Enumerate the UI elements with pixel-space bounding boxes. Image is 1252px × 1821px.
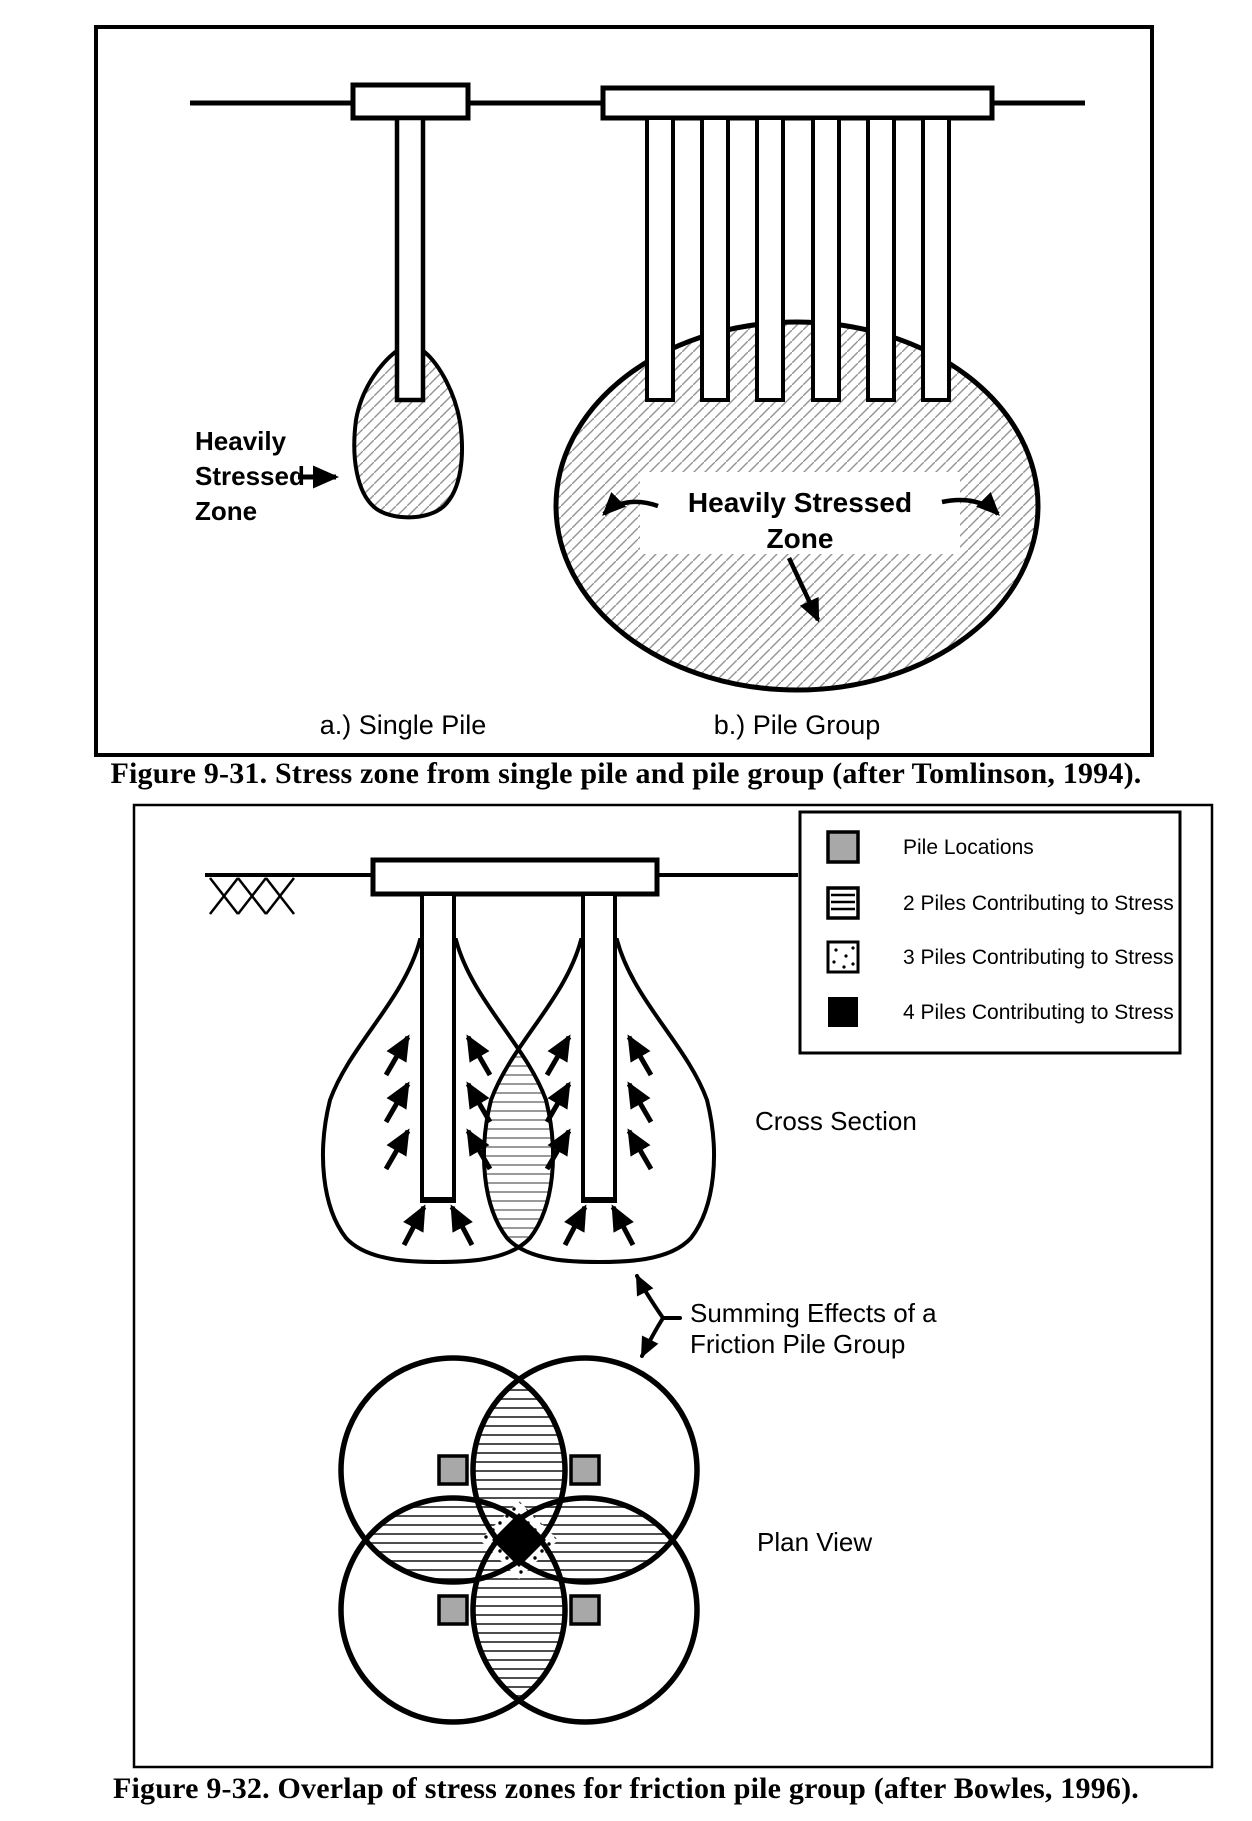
summing-label-line1: Summing Effects of a [690, 1298, 937, 1328]
group-pile [868, 118, 894, 400]
legend-label-pile-locations: Pile Locations [903, 836, 1034, 859]
figure-9-32 [134, 805, 1212, 1767]
cross-section-pile [583, 894, 615, 1200]
pile-location-square [439, 1456, 467, 1484]
cross-section-pile-cap [373, 860, 657, 894]
summing-label-line2: Friction Pile Group [690, 1329, 906, 1359]
legend [800, 812, 1180, 1053]
cross-section-label: Cross Section [755, 1106, 917, 1136]
summing-bracket [637, 1276, 680, 1356]
pile-location-square [439, 1596, 467, 1624]
three-piles-swatch [828, 942, 858, 972]
single-pile-shaft [397, 118, 423, 400]
cross-section-pile [422, 894, 454, 1200]
two-piles-swatch [828, 888, 858, 918]
figure-9-31 [96, 27, 1152, 755]
single-zone-label-line1: Heavily [195, 426, 287, 456]
group-pile [757, 118, 783, 400]
group-pile [923, 118, 949, 400]
plan-view [341, 1358, 697, 1722]
legend-label-four-piles: 4 Piles Contributing to Stress [903, 1001, 1174, 1024]
figure-9-32-caption: Figure 9-32. Overlap of stress zones for friction pile group (after Bowles, 1996). [113, 1772, 1139, 1805]
plan-view-label: Plan View [757, 1527, 873, 1557]
four-piles-swatch [828, 997, 858, 1027]
group-pile [702, 118, 728, 400]
pile-location-swatch [828, 832, 858, 862]
figure-9-31-caption: Figure 9-31. Stress zone from single pile and pile group (after Tomlinson, 1994). [110, 757, 1142, 790]
pile-group-cap [603, 88, 992, 118]
group-pile [813, 118, 839, 400]
group-pile [647, 118, 673, 400]
single-zone-label-line2: Stressed [195, 461, 305, 491]
group-zone-label-line1: Heavily Stressed [687, 487, 913, 518]
sublabel-pile-group: b.) Pile Group [713, 710, 881, 740]
sublabel-single-pile: a.) Single Pile [319, 710, 487, 740]
pile-location-square [571, 1456, 599, 1484]
single-pile-cap [353, 85, 468, 118]
legend-label-three-piles: 3 Piles Contributing to Stress [903, 946, 1174, 969]
legend-label-two-piles: 2 Piles Contributing to Stress [903, 892, 1174, 915]
ground-hatch-marks [210, 878, 294, 914]
group-zone-label-line2: Zone [766, 523, 834, 554]
pile-location-square [571, 1596, 599, 1624]
single-zone-label-line3: Zone [195, 496, 258, 526]
